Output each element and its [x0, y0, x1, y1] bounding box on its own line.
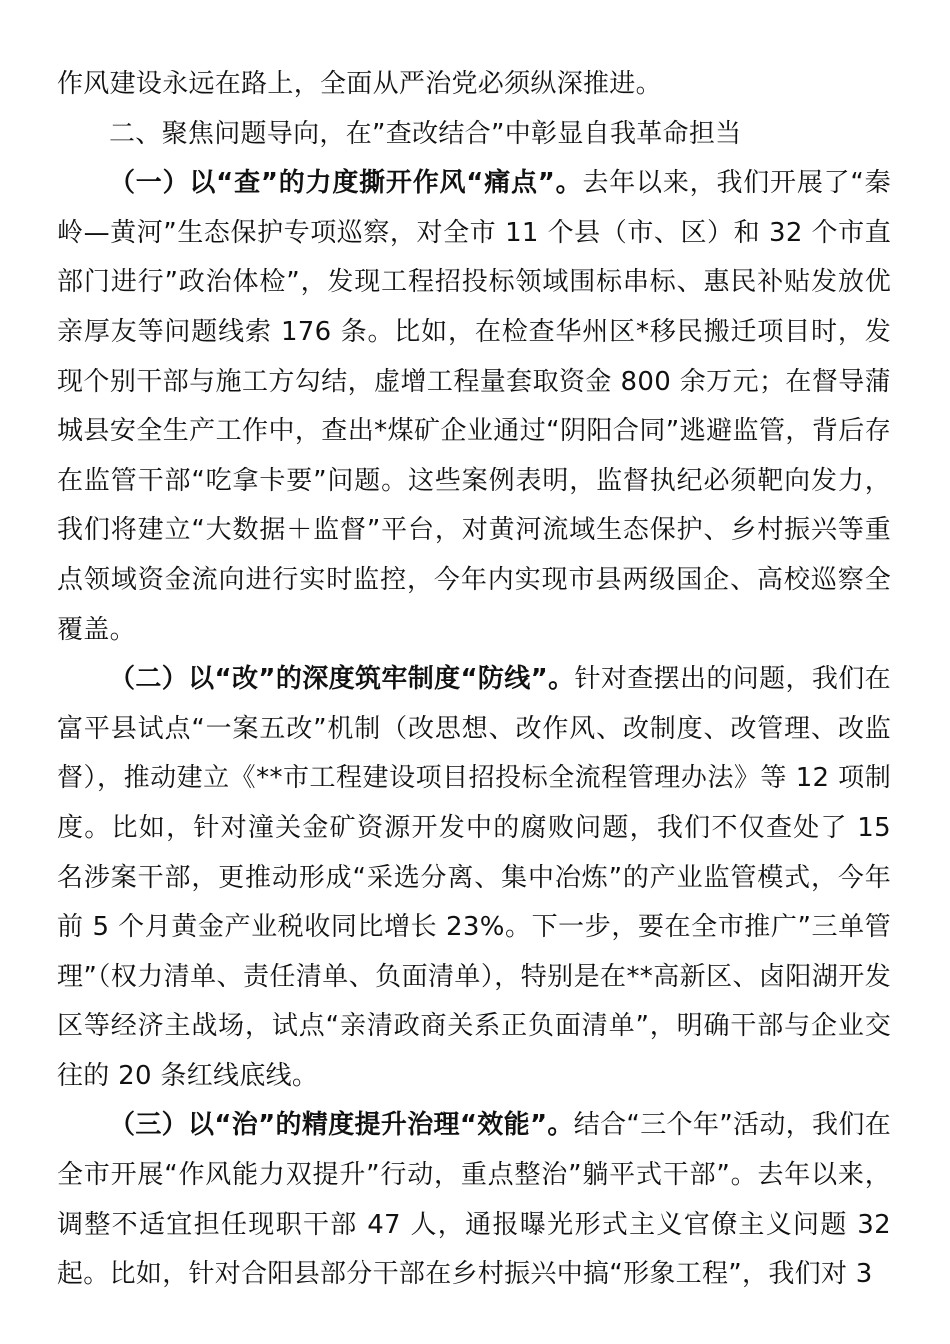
subsection-2-heading: （二）以“改”的深度筑牢制度“防线”。 [109, 664, 575, 695]
subsection-1-heading: （一）以“查”的力度撕开作风“痛点”。 [109, 168, 583, 199]
subsection-3-paragraph [57, 1101, 891, 1299]
subsection-3-body: 结合“三个年”活动，我们在全市开展“作风能力双提升”行动，重点整治”躺平式干部”。去年以来，调整不适宜担任现职干部 47 人，通报曝光形式主义官僚主义问题 32 起。比如，针对合阳县部分干部在乡村振兴中搞“形象工程”，我们对 3 [57, 1110, 891, 1290]
section-heading: 二、聚焦问题导向，在”查改结合”中彰显自我革命担当 [109, 118, 742, 149]
subsection-2-paragraph [57, 655, 891, 1101]
document-page [57, 60, 891, 1290]
subsection-1-paragraph [57, 159, 891, 655]
subsection-1-body: 去年以来，我们开展了“秦岭—黄河”生态保护专项巡察，对全市 11 个县（市、区）和 32 个市直部门进行”政治体检”，发现工程招投标领域围标串标、惠民补贴发放优亲厚友等问题线索 176 条。比如，在检查华州区*移民搬迁项目时，发现个别干部与施工方勾结，虚增工程量套取资金 800 余万元；在督导蒲城县安全生产工作中，查出*煤矿企业通过“阴阳合同”逃避监管，背后存在监管干部“吃拿卡要”问题。这些案例表明，监督执纪必须靶向发力，我们将建立“大数据＋监督”平台，对黄河流域生态保护、乡村振兴等重点领域资金流向进行实时监控，今年内实现市县两级国企、高校巡察全覆盖。 [57, 168, 891, 645]
subsection-3-heading: （三）以“治”的精度提升治理“效能”。 [109, 1110, 574, 1141]
subsection-2-body: 针对查摆出的问题，我们在富平县试点“一案五改”机制（改思想、改作风、改制度、改管理、改监督），推动建立《**市工程建设项目招投标全流程管理办法》等 12 项制度。比如，针对潼关金矿资源开发中的腐败问题，我们不仅查处了 15 名涉案干部，更推动形成“采选分离、集中冶炼”的产业监管模式，今年前 5 个月黄金产业税收同比增长 23%。下一步，要在全市推广”三单管理”（权力清单、责任清单、负面清单），特别是在**高新区、卤阳湖开发区等经济主战场，试点“亲清政商关系正负面清单”，明确干部与企业交往的 20 条红线底线。 [57, 664, 891, 1091]
paragraph-continuation: 作风建设永远在路上，全面从严治党必须纵深推进。 [57, 69, 662, 99]
